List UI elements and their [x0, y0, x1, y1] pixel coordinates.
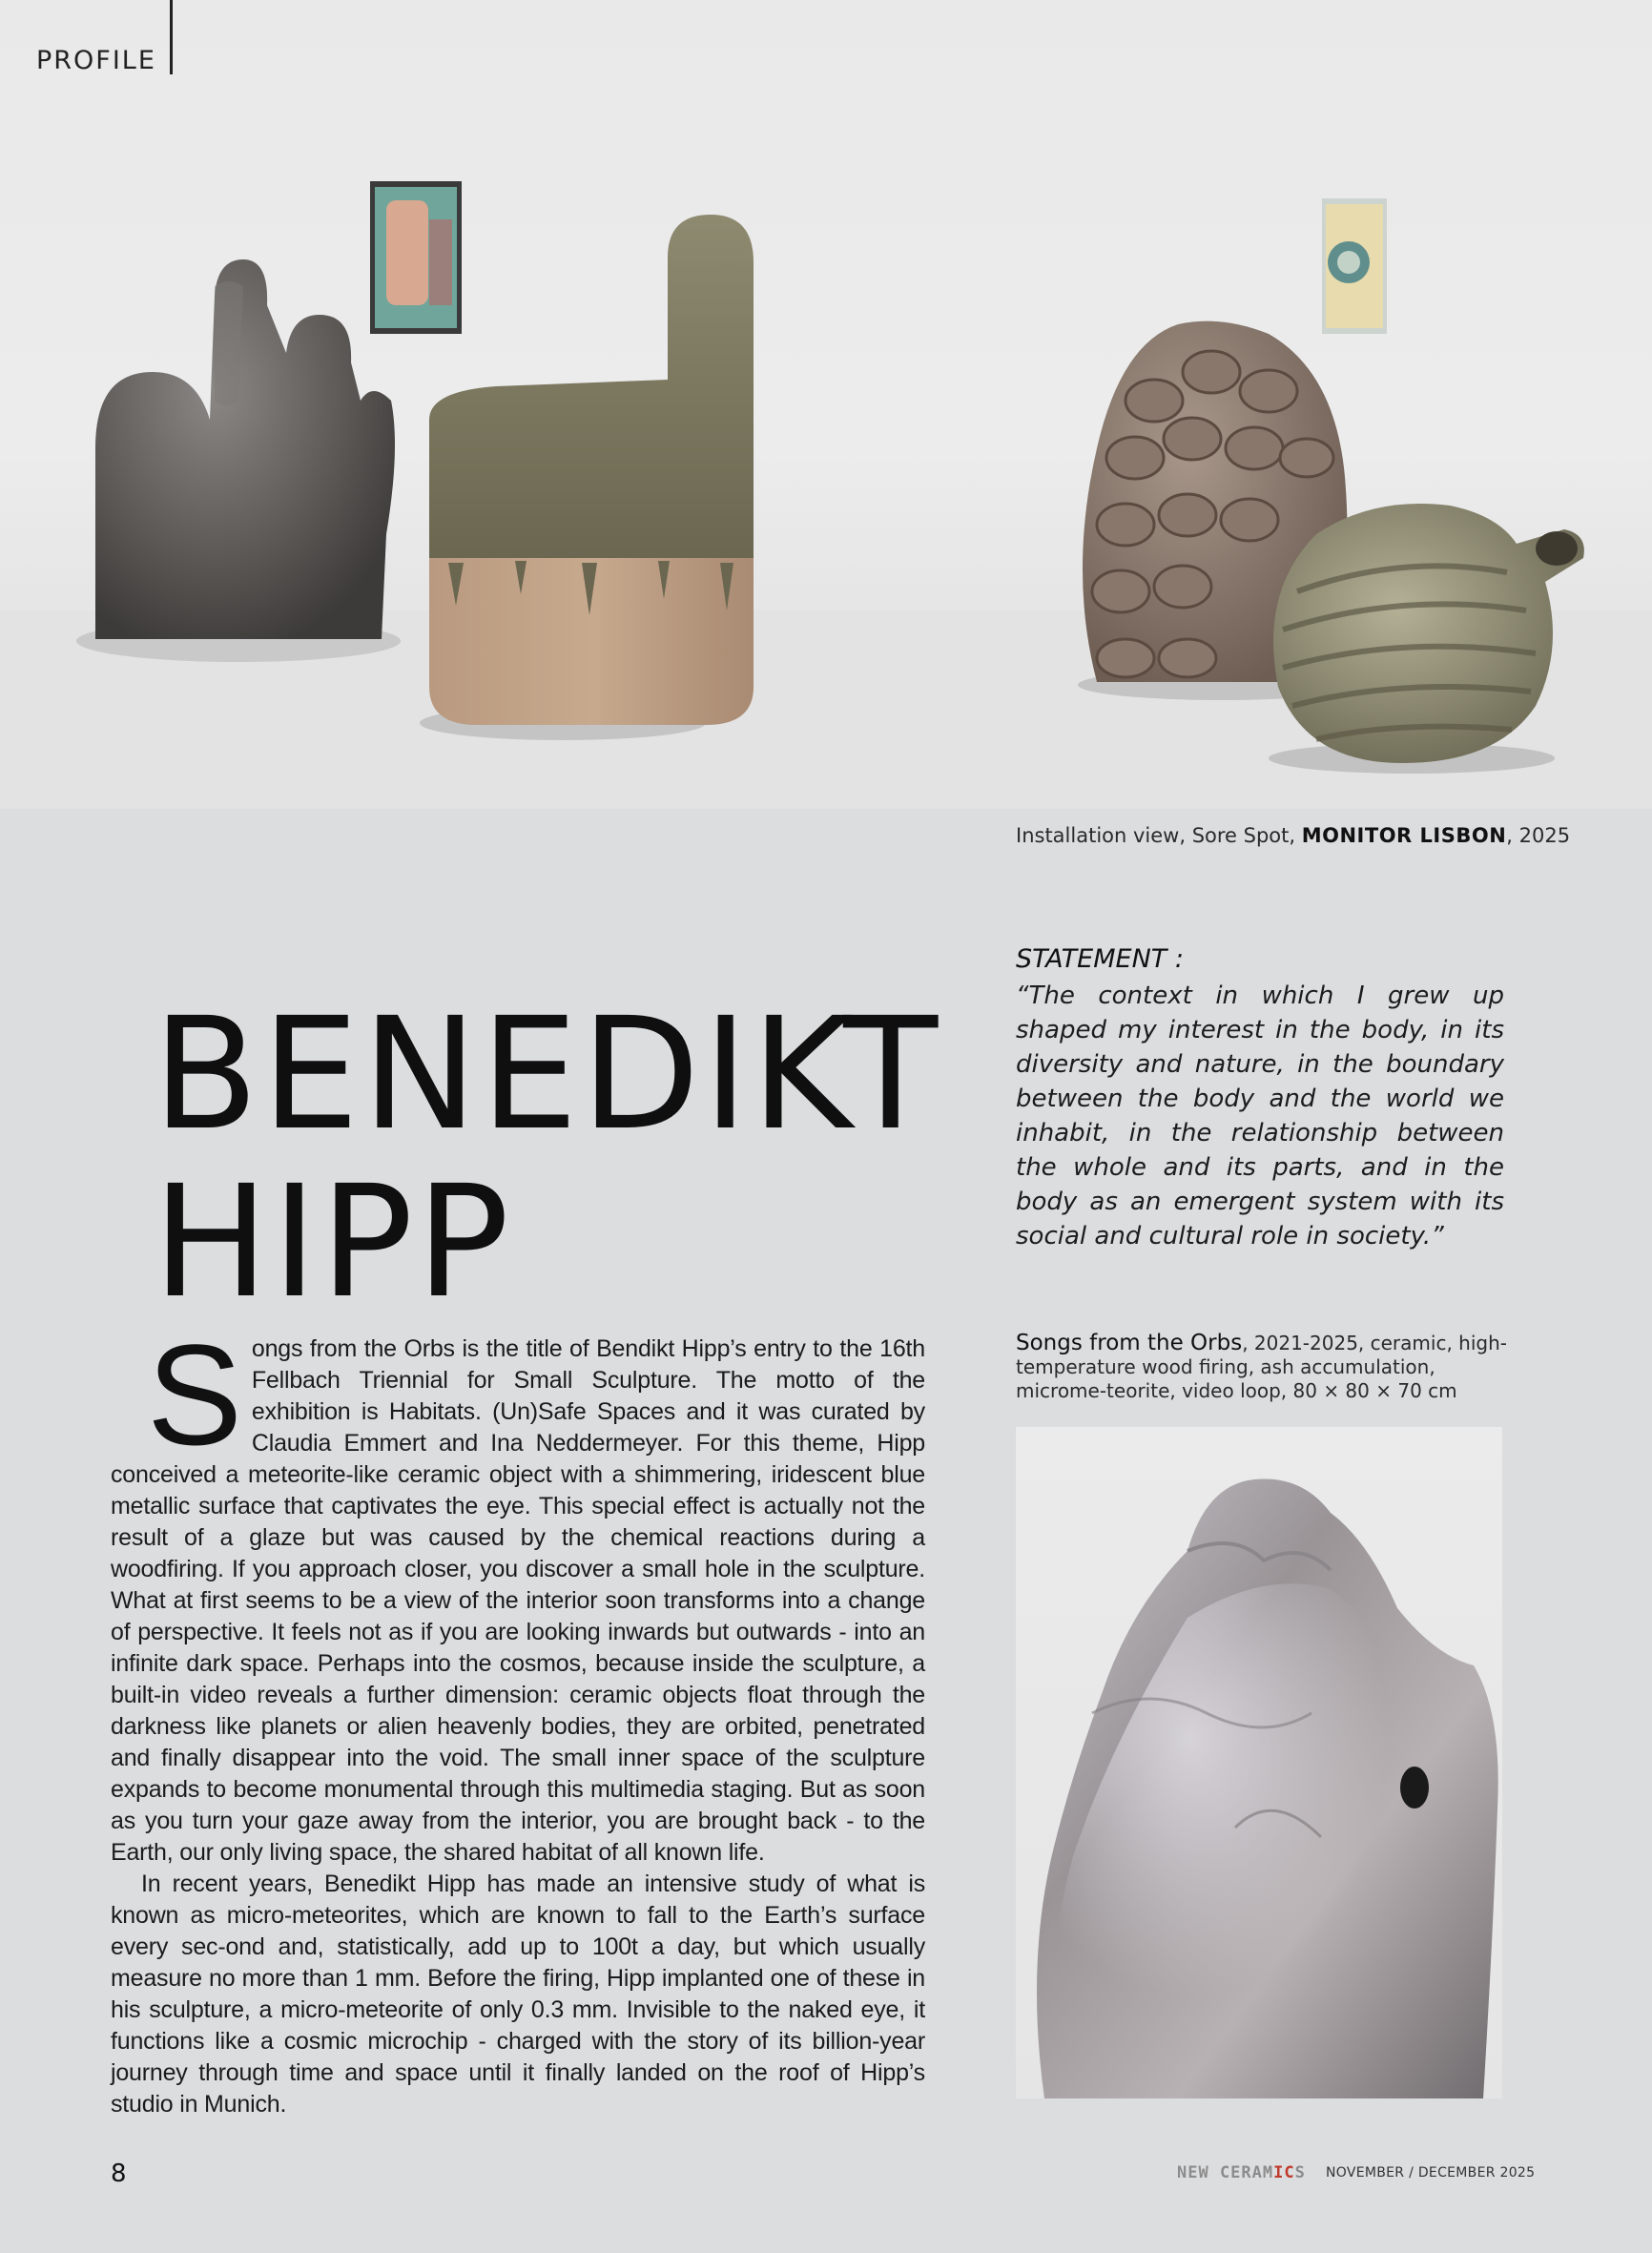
hand-sculpture	[76, 259, 401, 662]
statement-heading: STATEMENT :	[1016, 944, 1184, 974]
article-paragraph-2: In recent years, Benedikt Hipp has made an intensive study of what is known as micro-meteorites, which are known to fall to the Earth’s surface every sec-ond and, statistically, add up to 100t a day, but which usually measure no more than 1 mm. Before the firing, Hipp implanted one of these in his sculpture, a micro-meteorite of only 0.3 mm. Invisible to the naked eye, it functions like a cosmic microchip - charged with the story of its billion-year journey through time and space until it finally landed on the roof of Hipp’s studio in Munich.	[111, 1871, 925, 2118]
installation-photo-illustration	[0, 0, 1652, 809]
artwork-photo-illustration	[1016, 1427, 1502, 2098]
artist-name	[153, 984, 941, 1333]
article-paragraph-1-text: ongs from the Orbs is the title of Bendikt Hipp’s entry to the 16th Fellbach Triennial for Small Sculpture. The motto of the exhibition is Habitats. (Un)Safe Spaces and it was curated by Claudia Emmert and Ina Neddermeyer. For this theme, Hipp conceived a meteorite-like ceramic object with a shimmering, iridescent blue metallic surface that captivates the eye. This special effect is actually not the result of a glaze but was caused by the chemical reactions during a woodfiring. If you approach closer, you discover a small hole in the sculpture. What at first seems to be a view of the interior soon transforms into a change of perspective. It feels not as if you are looking inwards but outwards - into an infinite dark space. Perhaps into the cosmos, because inside the sculpture, a built-in video reveals a further dimension: ceramic objects float through the darkness like planets or alien heavenly bodies, they are orbited, penetrated and finally disappear into the void. The small inner space of the sculpture expands to become monumental through this multimedia staging. But as soon as you turn your gaze away from the interior, you are brought back - to the Earth, our only living space, the shared habitat of all known life.	[111, 1335, 925, 1866]
artist-first-name: BENEDIKT	[153, 984, 941, 1165]
artwork-photo	[1016, 1427, 1502, 2098]
installation-caption	[1016, 824, 1570, 847]
logo-highlight: IC	[1273, 2163, 1295, 2182]
logo-text-2: S	[1294, 2163, 1306, 2182]
section-divider	[170, 0, 173, 74]
artwork-title: Songs from the Orbs	[1016, 1331, 1243, 1355]
statement-quote: “The context in which I grew up shaped my interest in the body, in its diversity and nature, in the boundary between the body and the world we inhabit, in the relationship between the whole and its parts, and in the body as an emergent system with its social and cultural role in society.”	[1016, 982, 1504, 1251]
article-body	[111, 1314, 925, 2120]
artwork-caption	[1016, 1332, 1512, 1403]
caption-venue: MONITOR LISBON	[1301, 824, 1507, 847]
issue-date: NOVEMBER / DECEMBER 2025	[1326, 2165, 1536, 2181]
artwork-details: , 2021-2025, ceramic, high-temperature wood firing, ash accumulation, microme-teorite, video loop, 80 × 80 × 70 cm	[1016, 1332, 1507, 1402]
section-label: PROFILE	[36, 46, 156, 75]
artwork-hole	[1400, 1767, 1429, 1809]
logo-text-1: NEW CERAM	[1177, 2163, 1274, 2182]
installation-photo	[0, 0, 1652, 809]
page-number: 8	[111, 2160, 127, 2188]
magazine-logo	[1177, 2163, 1306, 2182]
artist-last-name: HIPP	[153, 1152, 512, 1333]
caption-text: Installation view, Sore Spot,	[1016, 824, 1302, 847]
glazed-sculpture	[420, 215, 754, 740]
caption-year: , 2025	[1506, 824, 1571, 847]
article-paragraph	[111, 1314, 925, 1869]
drop-cap: S	[147, 1314, 242, 1475]
